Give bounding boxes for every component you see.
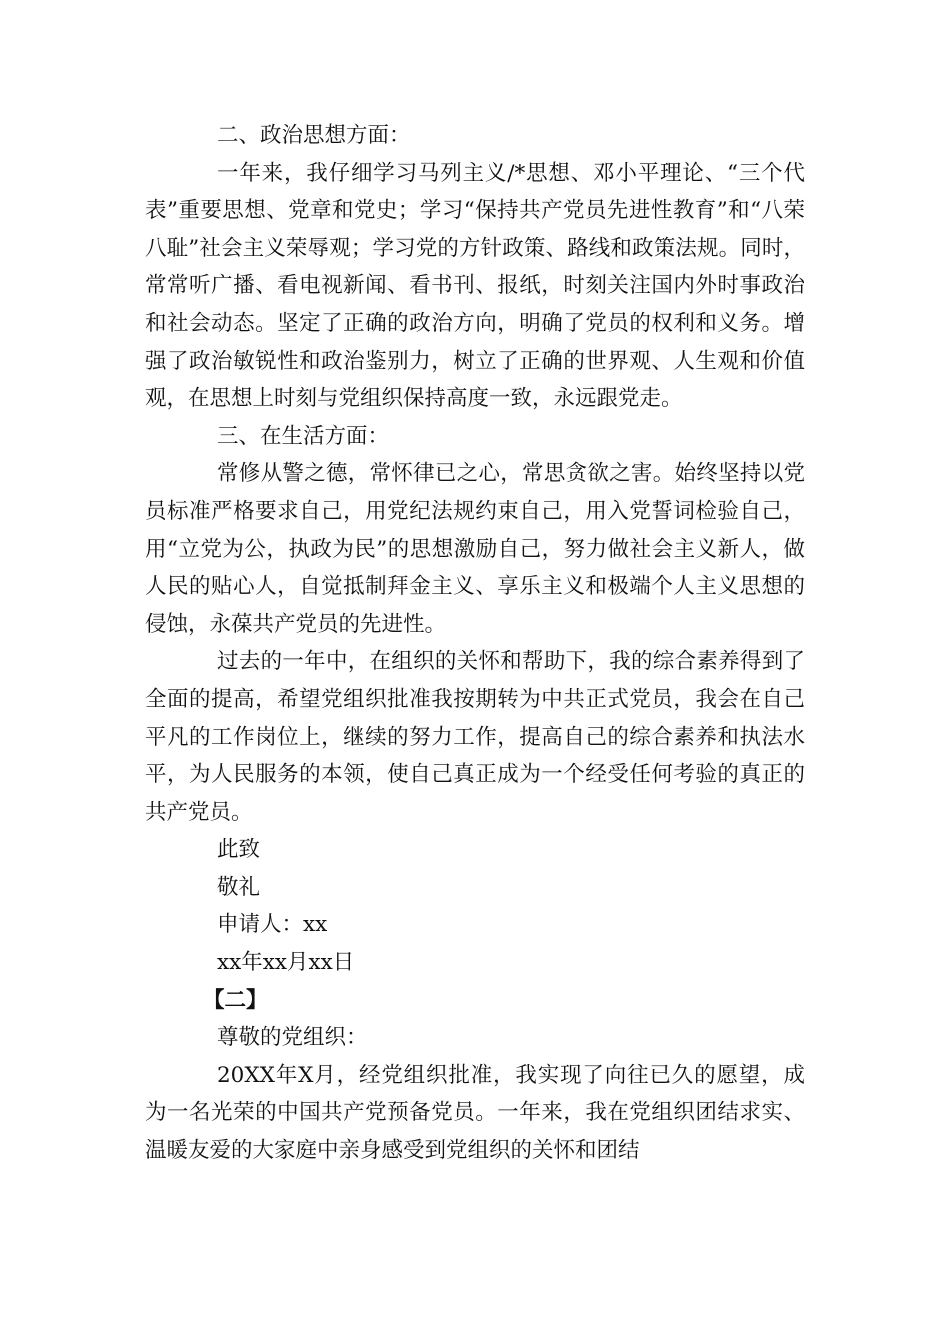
letter-greeting: 尊敬的党组织：	[217, 1025, 368, 1051]
paragraph-part2-opening: 20XX年X月，经党组织批准，我实现了向往已久的愿望，成为一名光荣的中国共产党预备党员。一年来，我在党组织团结求实、温暖友爱的大家庭中亲身感受到党组织的关怀和团结	[145, 1062, 805, 1164]
section-marker-two: 【二】	[203, 987, 268, 1013]
closing-salutation-2: 敬礼	[217, 874, 261, 900]
section-heading-life: 三、在生活方面：	[217, 423, 390, 449]
paragraph-life: 常修从警之德，常怀律已之心，常思贪欲之害。始终坚持以党员标准严格要求自己，用党纪法规约束自己，用入党誓词检验自己，用“立党为公，执政为民”的思想激励自己，努力做社会主义新人，做人民的贴心人，自觉抵制拜金主义、享乐主义和极端个人主义思想的侵蚀，永葆共产党员的先进性。	[145, 461, 805, 637]
applicant-signature: 申请人：xx	[217, 912, 328, 938]
signature-date: xx年xx月xx日	[217, 950, 355, 976]
closing-salutation-1: 此致	[217, 837, 261, 863]
paragraph-political: 一年来，我仔细学习马列主义/*思想、邓小平理论、“三个代表”重要思想、党章和党史；学习“保持共产党员先进性教育”和“八荣八耻”社会主义荣辱观；学习党的方针政策、路线和政策法规。同时，常常听广播、看电视新闻、看书刊、报纸，时刻关注国内外时事政治和社会动态。坚定了正确的政治方向，明确了党员的权利和义务。增强了政治敏锐性和政治鉴别力，树立了正确的世界观、人生观和价值观，在思想上时刻与党组织保持高度一致，永远跟党走。	[145, 160, 805, 412]
document-body	[145, 117, 805, 1170]
paragraph-conclusion: 过去的一年中，在组织的关怀和帮助下，我的综合素养得到了全面的提高，希望党组织批准我按期转为中共正式党员，我会在自己平凡的工作岗位上，继续的努力工作，提高自己的综合素养和执法水平，为人民服务的本领，使自己真正成为一个经受任何考验的真正的共产党员。	[145, 649, 805, 825]
section-heading-political: 二、政治思想方面：	[217, 123, 411, 148]
